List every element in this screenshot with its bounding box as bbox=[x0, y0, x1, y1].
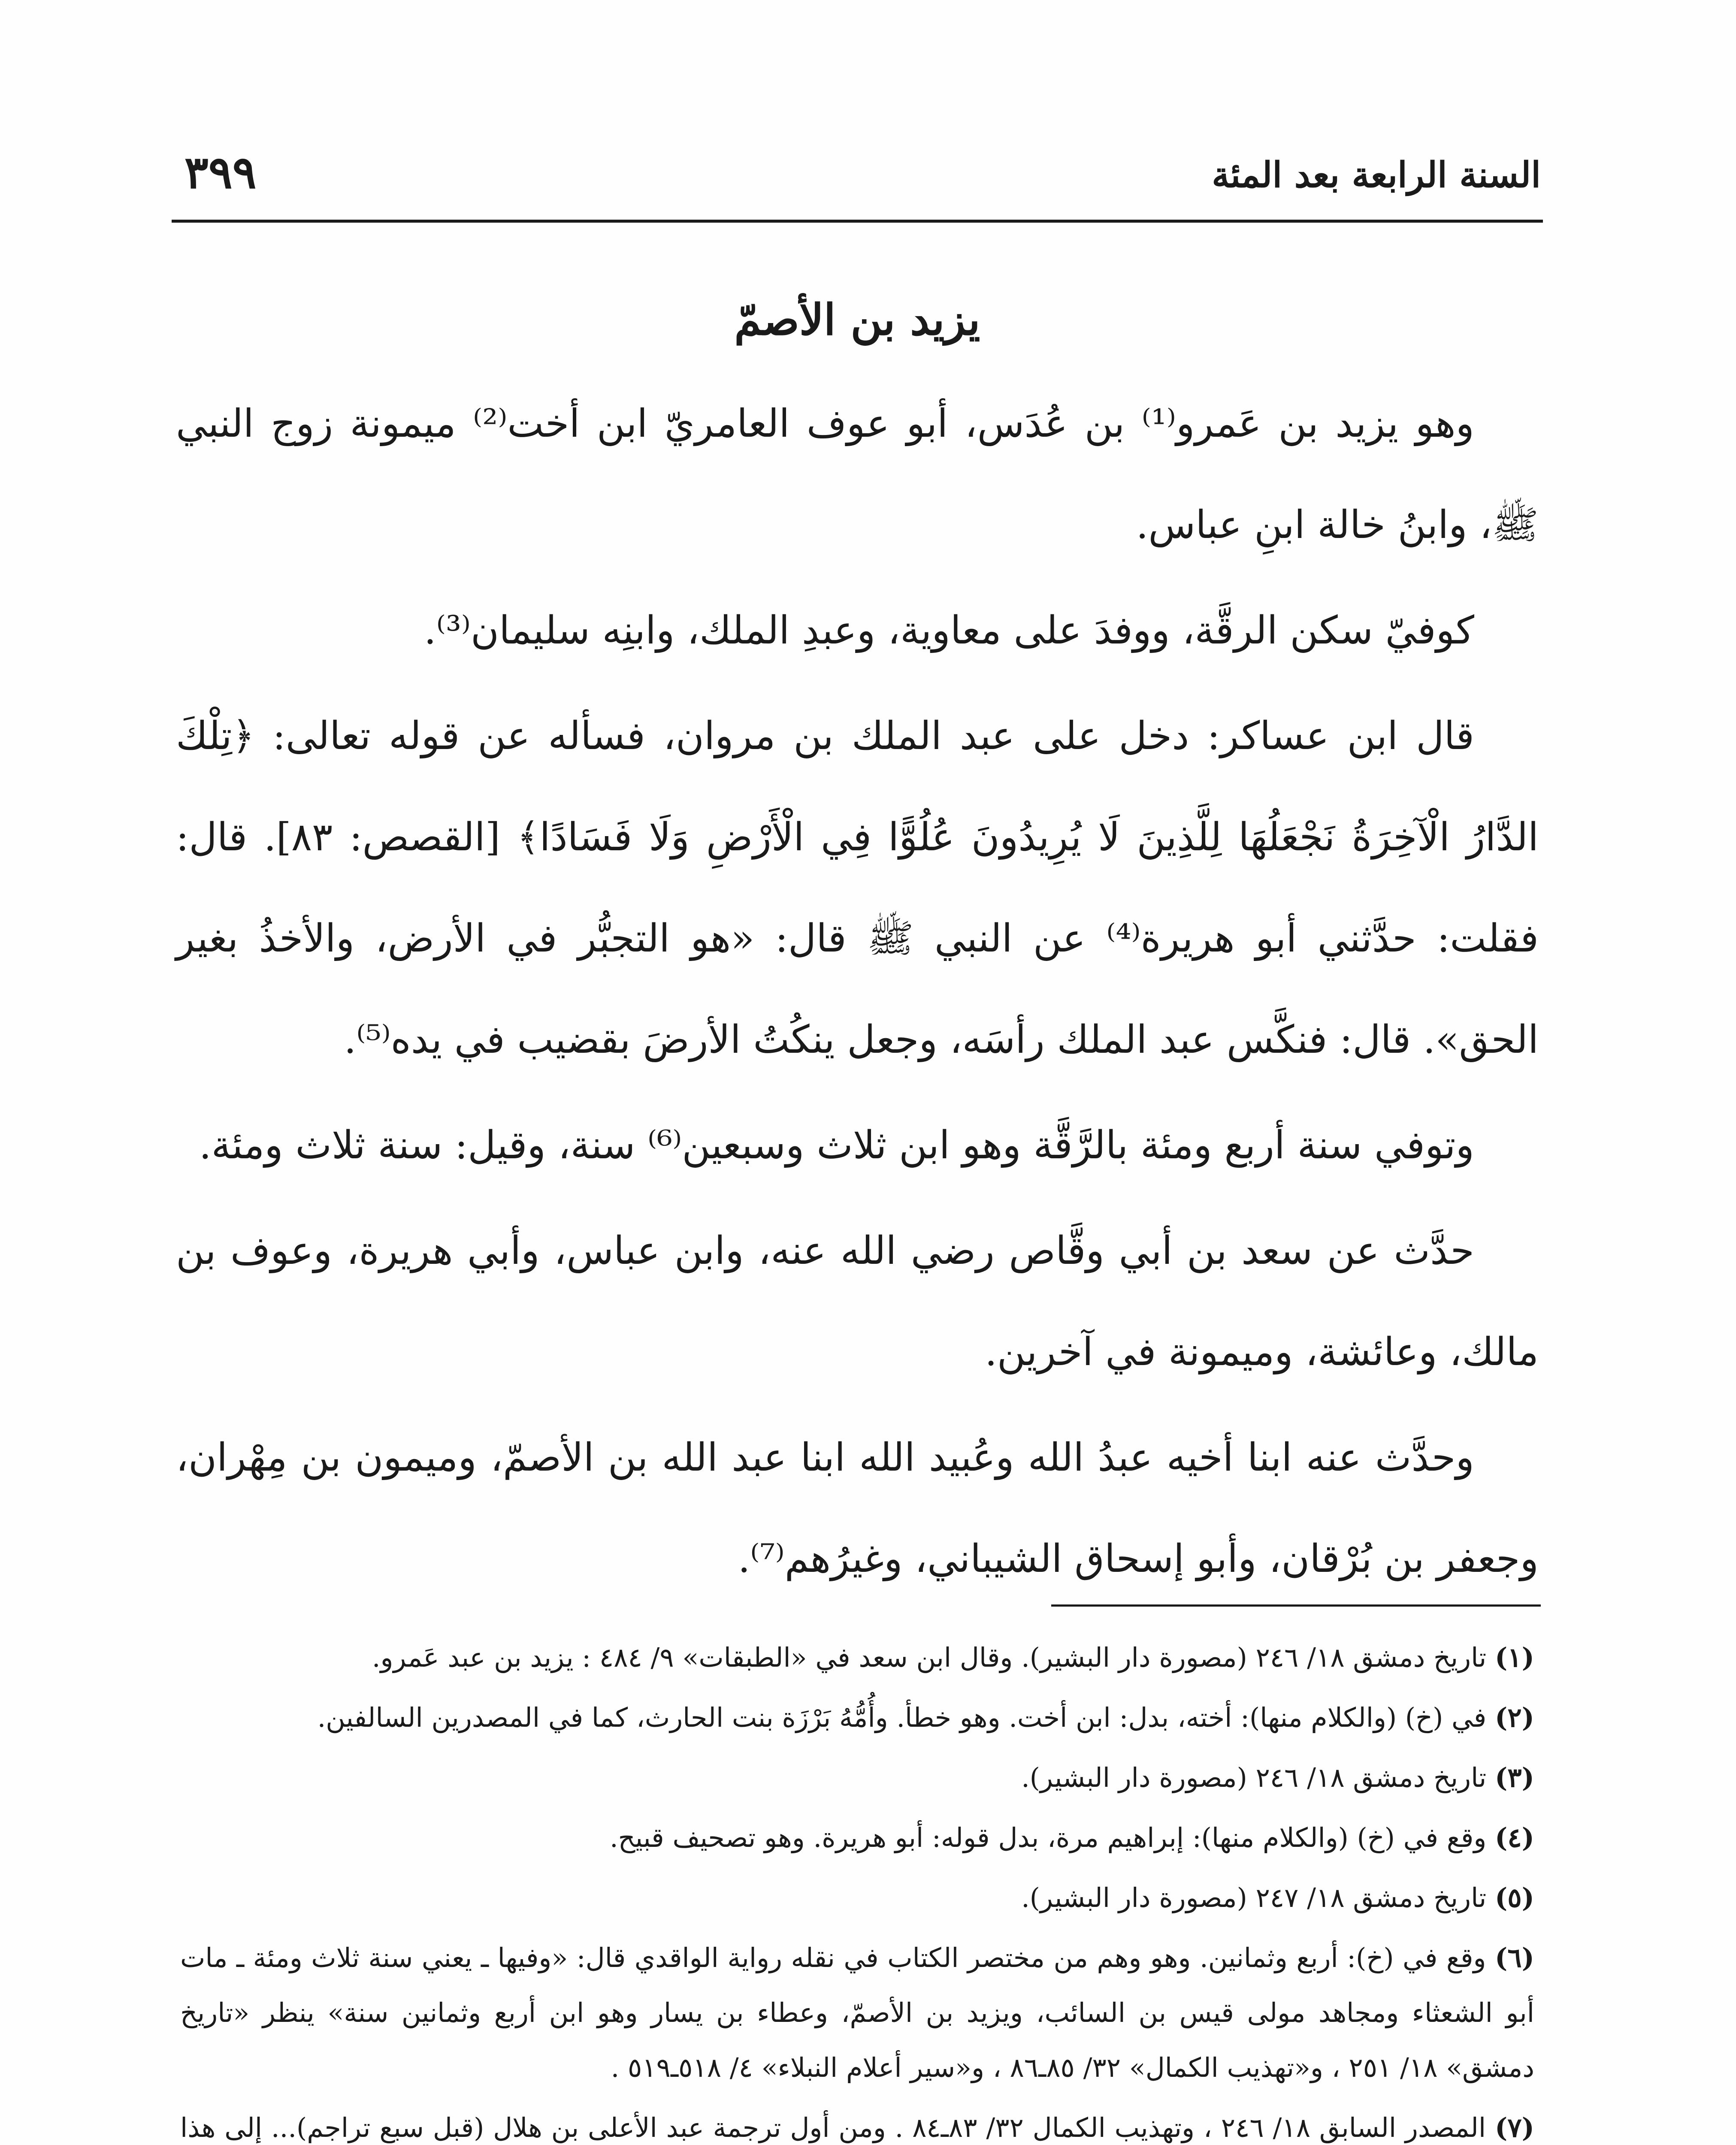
paragraph-lineage: وهو يزيد بن عَمرو⁽¹⁾ بن عُدَس، أبو عوف العامريّ ابن أخت⁽²⁾ ميمونة زوج النبي ﷺ، وابنُ خالة ابنِ عباس. bbox=[176, 401, 1539, 547]
footnote-marker: (٧) bbox=[1494, 2112, 1534, 2143]
biography-section bbox=[176, 292, 1539, 1614]
footnote-text: في (خ) (والكلام منها): أخته، بدل: ابن أخت. وهو خطأ. وأُمُّهُ بَرْزَة بنت الحارث، كما في المصدرين السالفين. bbox=[317, 1702, 1487, 1733]
footnote-1 bbox=[180, 1630, 1534, 1685]
footnote-text: المصدر السابق ١٨/ ٢٤٦ ، وتهذيب الكمال ٣٢/ ٨٣ـ٨٤ . ومن أول ترجمة عبد الأعلى بن هلال (قبل سبع تراجم)... إلى هذا bbox=[180, 2112, 1486, 2143]
footnote-5 bbox=[180, 1870, 1534, 1925]
running-title: السنة الرابعة بعد المئة bbox=[1212, 154, 1541, 196]
header-rule bbox=[172, 220, 1543, 223]
footnote-text: تاريخ دمشق ١٨/ ٢٤٧ (مصورة دار البشير). bbox=[1021, 1882, 1487, 1913]
biography-title: يزيد بن الأصمّ bbox=[734, 294, 980, 345]
footnote-marker: (٦) bbox=[1495, 1942, 1534, 1973]
footnote-marker: (٣) bbox=[1495, 1762, 1534, 1793]
footnote-marker: (٤) bbox=[1495, 1822, 1534, 1853]
footnote-text: وقع في (خ) (والكلام منها): إبراهيم مرة، بدل قوله: أبو هريرة. وهو تصحيف قبيح. bbox=[609, 1822, 1487, 1853]
footnote-text: تاريخ دمشق ١٨/ ٢٤٦ (مصورة دار البشير). وقال ابن سعد في «الطبقات» ٩/ ٤٨٤ : يزيد بن عبد عَمرو. bbox=[372, 1642, 1487, 1673]
footnote-4 bbox=[180, 1810, 1534, 1865]
footnote-2 bbox=[180, 1690, 1534, 1745]
footnote-marker: (١) bbox=[1495, 1642, 1534, 1673]
paragraph-death: وتوفي سنة أربع ومئة بالرَّقَّة وهو ابن ثلاث وسبعين⁽⁶⁾ سنة، وقيل: سنة ثلاث ومئة. bbox=[199, 1123, 1474, 1168]
paragraph-narrated-by: وحدَّث عنه ابنا أخيه عبدُ الله وعُبيد الله ابنا عبد الله بن الأصمّ، وميمون بن مِهْران، وجعفر بن بُرْقان، وأبو إسحاق الشيباني، وغيرُهم⁽⁷⁾. bbox=[176, 1435, 1539, 1581]
footnote-text: وقع في (خ): أربع وثمانين. وهو وهم من مختصر الكتاب في نقله رواية الواقدي قال: «وفيها ـ يعني سنة ثلاث ومئة ـ مات أبو الشعثاء ومجاهد مولى قيس بن السائب، ويزيد بن الأصمّ، وعطاء بن يسار وهو ابن أربع وثمانين سنة» ينظر «تاريخ دمشق» ١٨/ ٢٥١ ، و«تهذيب الكمال» ٣٢/ ٨٥ـ٨٦ ، و«سير أعلام النبلاء» ٤/ ٥١٨ـ٥١٩ . bbox=[180, 1942, 1534, 2083]
footnotes-section bbox=[180, 1630, 1534, 2145]
footnote-marker: (٢) bbox=[1495, 1702, 1534, 1733]
footnote-rule bbox=[1051, 1604, 1541, 1607]
paragraph-residence: كوفيّ سكن الرقَّة، ووفدَ على معاوية، وعبدِ الملك، وابنِه سليمان⁽³⁾. bbox=[424, 608, 1474, 653]
running-header bbox=[176, 129, 1541, 214]
paragraph-narrated-from: حدَّث عن سعد بن أبي وقَّاص رضي الله عنه، وابن عباس، وأبي هريرة، وعوف بن مالك، وعائشة، وميمونة في آخرين. bbox=[176, 1228, 1539, 1375]
footnote-7 bbox=[180, 2100, 1534, 2145]
footnote-3 bbox=[180, 1750, 1534, 1805]
footnote-text: تاريخ دمشق ١٨/ ٢٤٦ (مصورة دار البشير). bbox=[1021, 1762, 1487, 1793]
footnote-marker: (٥) bbox=[1495, 1882, 1534, 1913]
page-number: ٣٩٩ bbox=[184, 146, 257, 199]
paragraph-ibn-asakir: قال ابن عساكر: دخل على عبد الملك بن مروان، فسأله عن قوله تعالى: ﴿تِلْكَ الدَّارُ الْآخِرَةُ نَجْعَلُهَا لِلَّذِينَ لَا يُرِيدُونَ عُلُوًّا فِي الْأَرْضِ وَلَا فَسَادًا﴾ [القصص: ٨٣]. قال: فقلت: حدَّثني أبو هريرة⁽⁴⁾ عن النبي ﷺ قال: «هو التجبُّر في الأرض، والأخذُ بغير الحق». قال: فنكَّس عبد الملك رأسَه، وجعل ينكُتُ الأرضَ بقضيب في يده⁽⁵⁾. bbox=[176, 713, 1539, 1062]
footnote-6 bbox=[180, 1930, 1534, 2095]
